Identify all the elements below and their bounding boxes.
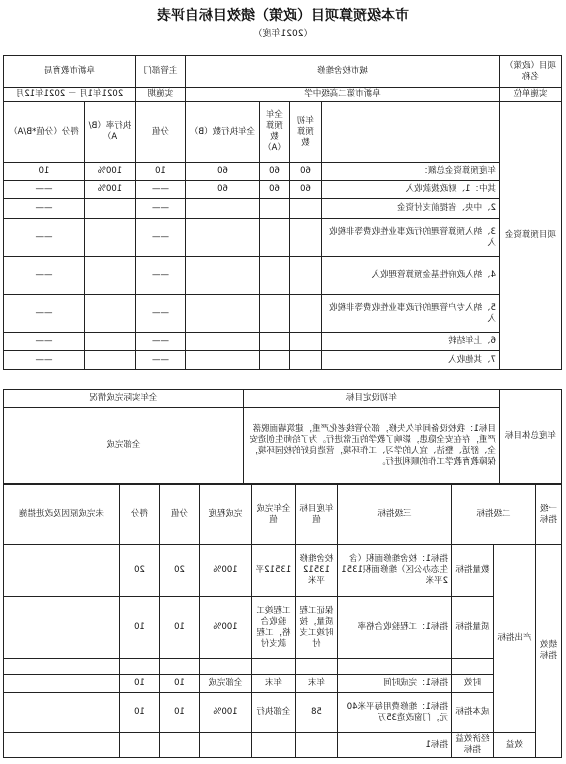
col-score: 得分 [119,485,159,545]
impl-unit: 阜新市第二高级中学 [185,88,499,102]
competent-dept-label: 主管部门 [135,56,185,88]
indicator-row: 成本指标 指标1：维修费用每平米40元，门窗改造35万 58 全部执行 100% 10 10 [3,693,561,733]
overall-goal-label: 年度总体目标 [500,390,562,484]
col-weight: 分值 [159,485,199,545]
indicator-row: 绩效指标 产出指标 数量指标 指标1：校舍维修面积（含生态办公区）维修面积13512平米 校舍维修13512平米 13512平 100% 20 20 [3,545,561,597]
col-full-year-budget: 全年预算数（A） [260,102,290,163]
actual-goal-header: 全年实际完成情况 [4,390,244,408]
col-level3: 三级指标 [337,485,451,545]
col-level2: 二级指标 [451,485,535,545]
col-score: 得分（分值*B/A） [3,102,84,163]
impl-period: 2021年1月 － 2021年12月 [3,88,135,102]
project-name-label: 项目（政策）名称 [500,56,562,88]
level1-benefit: 效益 [494,733,536,758]
indicators-table [3,484,562,758]
funds-row: 其中：1、财政拨款收入 60 60 60 —— 100% —— [3,181,561,199]
form-year: （2021年度） [253,29,313,39]
planned-goal-text: 目标1：我校设备间年久失修，部分管线老化严重，建筑墙面脱落严重，存在安全隐患，影响了教学的正常进行。为了给师生创造安全、舒适、整洁、宜人的学习、工作环境，营造良好的校园环境，保障教育教学工作的顺利进行。 [244,408,500,484]
funds-table [3,55,562,370]
col-level1: 一级指标 [536,485,562,545]
overall-goal-table [3,389,562,484]
project-name: 城市校舍维修 [185,56,499,88]
level1-output: 产出指标 [494,545,536,733]
funds-row: 2、中央、省提前支付资金 —— —— [3,199,561,219]
col-full-year-exec: 全年执行数（B） [185,102,259,163]
indicator-row: 效益 经济效益指标 指标1 [3,733,561,758]
funds-row: 5、纳入专户管理的行政事业性收费等非税收入 —— —— [3,295,561,333]
competent-dept: 阜新市教育局 [3,56,135,88]
funds-row: 4、纳入政府性基金预算管理收入 —— —— [3,257,561,295]
level1-perf: 绩效指标 [536,545,562,758]
col-completion: 完成程度 [199,485,251,545]
actual-goal-text: 全部完成 [4,408,244,484]
impl-unit-label: 实施单位 [500,88,562,102]
col-target: 年度目标值 [295,485,337,545]
col-reason: 未完成原因及改进措施 [3,485,119,545]
indicator-spacer-row [3,659,561,675]
impl-period-label: 实施期 [135,88,185,102]
funds-row: 3、纳入预算管理的行政事业性收费等非税收入 —— —— [3,219,561,257]
funds-row: 6、上年结转 —— —— [3,333,561,351]
col-initial: 年初预算数 [290,102,322,163]
col-actual: 全年完成值 [251,485,295,545]
form-title: 市本级预算项目（政策）绩效目标自评表 [157,8,409,24]
indicator-row: 时效 指标1：完成时间 年末 年末 全部完成 10 10 [3,675,561,693]
col-score-weight: 分值 [135,102,185,163]
indicator-row: 质量指标 指标1：工程验收合格率 保证工程质量，按时竣工支付 工程竣工验收合格，工程款支付 100% 10 10 [3,597,561,659]
planned-goal-header: 年初设定目标 [244,390,500,408]
funds-section-label: 项目预算资金 [500,102,562,370]
funds-row: 7、其他收入 —— —— [3,351,561,370]
col-exec-rate: 执行率（B/A） [84,102,135,163]
funds-header-blank [322,102,500,163]
funds-row: 年度预算资金总额： 60 60 60 10 100% 10 [3,163,561,181]
